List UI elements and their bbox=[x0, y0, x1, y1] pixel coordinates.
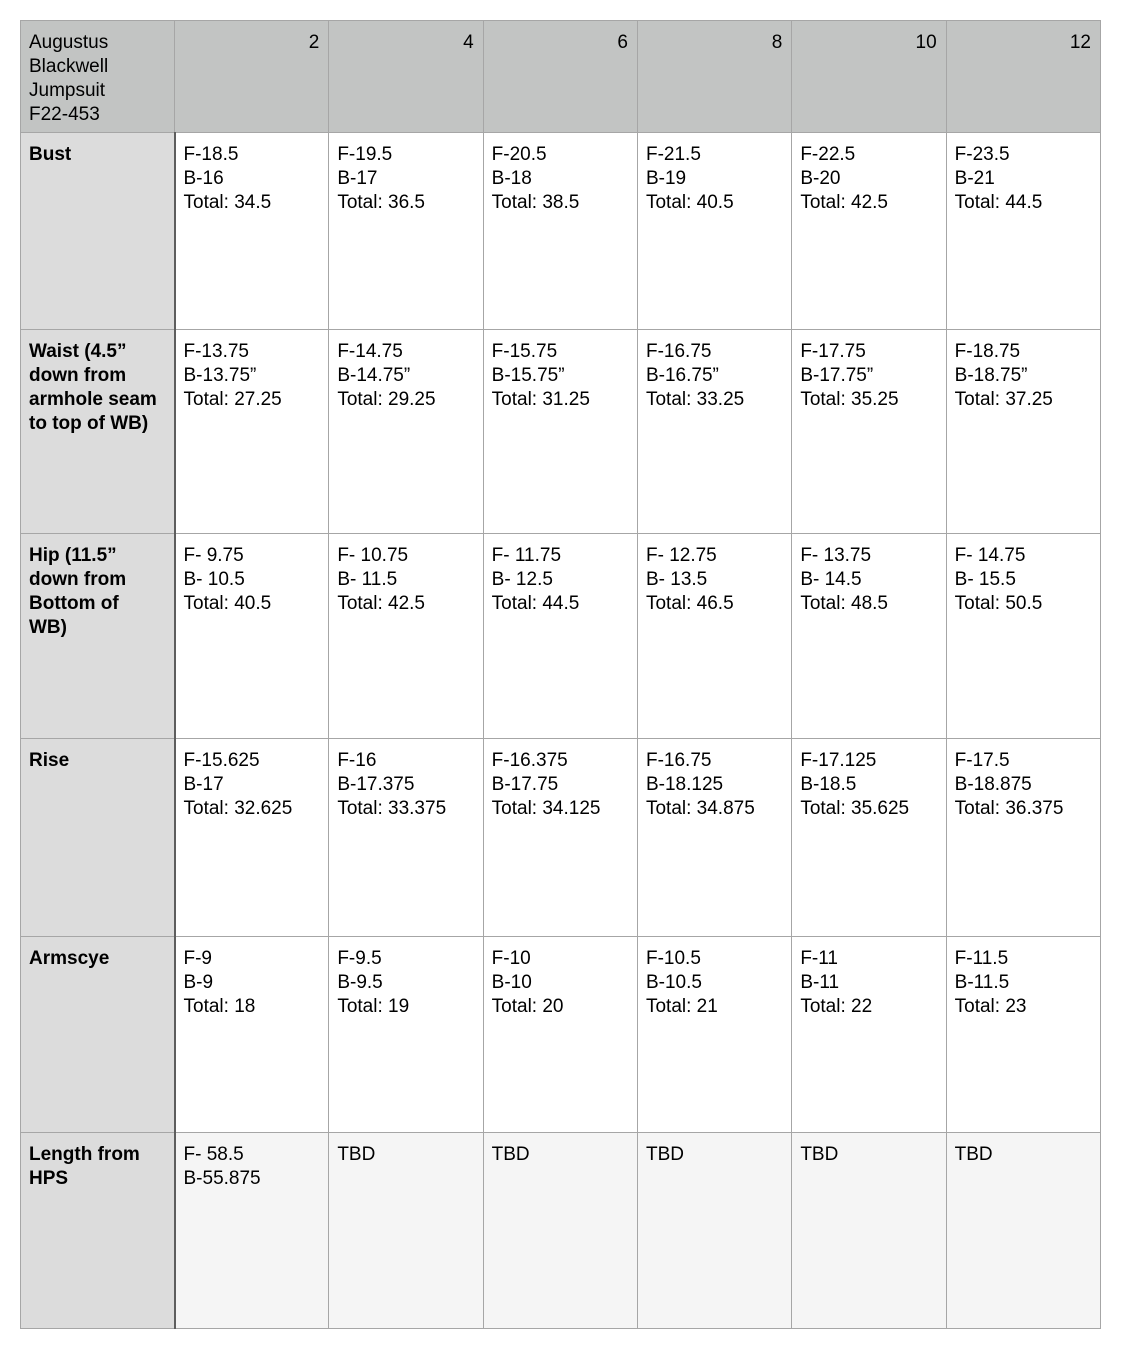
cell-armscye-size-8 bbox=[637, 936, 791, 1132]
cell-value-line: TBD bbox=[491, 1143, 530, 1165]
cell-waist-size-10 bbox=[792, 330, 946, 534]
table-title-cell bbox=[21, 21, 175, 133]
cell-rise-size-8 bbox=[637, 739, 791, 936]
cell-value-line: TBD bbox=[645, 1143, 684, 1165]
cell-value-line: F-16.75 bbox=[645, 341, 712, 363]
cell-value-line: F-23.5 bbox=[954, 144, 1010, 165]
cell-value-line: B-18 bbox=[491, 168, 532, 189]
cell-value-line: Total: 42.5 bbox=[337, 593, 425, 615]
cell-rise-size-10 bbox=[792, 739, 946, 936]
row-label-line: Waist (4.5” bbox=[29, 341, 127, 363]
cell-value-line: B-17 bbox=[337, 168, 378, 189]
table-title-line: F22-453 bbox=[29, 104, 100, 125]
cell-value-line: B-17 bbox=[183, 774, 224, 796]
cell-value-line: B- 12.5 bbox=[491, 569, 553, 591]
cell-value-line: B- 11.5 bbox=[337, 569, 398, 591]
cell-value-line: F- 11.75 bbox=[491, 545, 562, 567]
row-label-hip bbox=[21, 534, 175, 739]
cell-value-line: Total: 32.625 bbox=[183, 798, 293, 820]
cell-value-line: Total: 19 bbox=[337, 995, 410, 1017]
cell-length-from-hps-size-6 bbox=[483, 1132, 637, 1328]
row-label-line: WB) bbox=[29, 617, 67, 639]
cell-hip-size-12 bbox=[946, 534, 1100, 739]
cell-value-line: Total: 42.5 bbox=[800, 192, 888, 213]
row-label-waist bbox=[21, 330, 175, 534]
row-label-line: Hip (11.5” bbox=[29, 545, 117, 567]
cell-value-line: B-18.5 bbox=[800, 774, 857, 796]
cell-value-line: Total: 23 bbox=[954, 995, 1027, 1017]
cell-value-line: Total: 38.5 bbox=[491, 192, 580, 213]
cell-length-from-hps-size-2 bbox=[175, 1132, 329, 1328]
size-header-10: 10 bbox=[792, 21, 946, 133]
row-label-bust bbox=[21, 133, 175, 330]
cell-value-line: Total: 46.5 bbox=[645, 593, 734, 615]
cell-value-line: F-10.5 bbox=[645, 947, 701, 969]
cell-value-line: F-15.625 bbox=[183, 750, 260, 772]
cell-waist-size-6 bbox=[483, 330, 637, 534]
cell-value-line: B-17.375 bbox=[337, 774, 415, 796]
cell-bust-size-10 bbox=[792, 133, 946, 330]
cell-value-line: B-10 bbox=[491, 971, 532, 993]
cell-hip-size-6 bbox=[483, 534, 637, 739]
table-row-bust bbox=[21, 133, 1101, 330]
cell-value-line: F-16 bbox=[337, 750, 377, 772]
cell-value-line: F-15.75 bbox=[491, 341, 558, 363]
row-label-line: HPS bbox=[29, 1167, 69, 1189]
cell-value-line: F-11 bbox=[800, 947, 838, 969]
row-label-armscye bbox=[21, 936, 175, 1132]
cell-value-line: B-16.75” bbox=[645, 365, 719, 387]
cell-hip-size-2 bbox=[175, 534, 329, 739]
cell-hip-size-8 bbox=[637, 534, 791, 739]
cell-bust-size-6 bbox=[483, 133, 637, 330]
row-label-length-from-hps bbox=[21, 1132, 175, 1328]
size-header-2: 2 bbox=[175, 21, 329, 133]
cell-hip-size-10 bbox=[792, 534, 946, 739]
cell-value-line: B-9 bbox=[183, 971, 214, 993]
cell-value-line: Total: 40.5 bbox=[183, 593, 272, 615]
cell-bust-size-2 bbox=[175, 133, 329, 330]
cell-value-line: B- 14.5 bbox=[800, 569, 862, 591]
table-title-line: Jumpsuit bbox=[29, 80, 106, 101]
row-label-line: down from bbox=[29, 365, 127, 387]
cell-value-line: F-16.375 bbox=[491, 750, 568, 772]
row-label-rise bbox=[21, 739, 175, 936]
header-row bbox=[21, 21, 1101, 133]
cell-bust-size-8 bbox=[637, 133, 791, 330]
cell-value-line: Total: 35.25 bbox=[800, 389, 899, 411]
cell-bust-size-4 bbox=[329, 133, 483, 330]
cell-value-line: B-18.125 bbox=[645, 774, 724, 796]
row-label-line: Armscye bbox=[29, 947, 110, 969]
cell-armscye-size-10 bbox=[792, 936, 946, 1132]
cell-value-line: B-9.5 bbox=[337, 971, 383, 993]
cell-value-line: Total: 34.5 bbox=[183, 192, 272, 213]
cell-value-line: F-21.5 bbox=[645, 144, 701, 165]
cell-value-line: Total: 44.5 bbox=[491, 593, 580, 615]
cell-length-from-hps-size-8 bbox=[637, 1132, 791, 1328]
cell-waist-size-8 bbox=[637, 330, 791, 534]
cell-value-line: F- 12.75 bbox=[645, 545, 717, 567]
cell-value-line: B-17.75 bbox=[491, 774, 559, 796]
table-row-waist bbox=[21, 330, 1101, 534]
cell-value-line: B- 13.5 bbox=[645, 569, 708, 591]
cell-value-line: F-9 bbox=[183, 947, 212, 969]
cell-value-line: F-17.5 bbox=[954, 750, 1010, 772]
cell-waist-size-4 bbox=[329, 330, 483, 534]
cell-armscye-size-12 bbox=[946, 936, 1100, 1132]
cell-value-line: F-17.75 bbox=[800, 341, 866, 363]
cell-value-line: Total: 20 bbox=[491, 995, 564, 1017]
cell-value-line: F- 10.75 bbox=[337, 545, 409, 567]
cell-value-line: Total: 29.25 bbox=[337, 389, 436, 411]
cell-value-line: Total: 48.5 bbox=[800, 593, 888, 615]
cell-waist-size-2 bbox=[175, 330, 329, 534]
cell-value-line: B-18.875 bbox=[954, 774, 1032, 796]
cell-value-line: TBD bbox=[800, 1143, 839, 1165]
cell-value-line: Total: 33.25 bbox=[645, 389, 745, 411]
cell-value-line: F-9.5 bbox=[337, 947, 382, 969]
cell-rise-size-2 bbox=[175, 739, 329, 936]
size-header-6: 6 bbox=[483, 21, 637, 133]
table-title-line: Augustus bbox=[29, 32, 109, 53]
cell-value-line: B-15.75” bbox=[491, 365, 565, 387]
cell-length-from-hps-size-4 bbox=[329, 1132, 483, 1328]
cell-value-line: Total: 21 bbox=[645, 995, 718, 1017]
cell-value-line: Total: 22 bbox=[800, 995, 873, 1017]
cell-value-line: Total: 27.25 bbox=[183, 389, 282, 411]
table-row-hip bbox=[21, 534, 1101, 739]
table-title-line: Blackwell bbox=[29, 56, 109, 77]
cell-value-line: B-20 bbox=[800, 168, 841, 189]
cell-value-line: B-17.75” bbox=[800, 365, 874, 387]
cell-value-line: F-11.5 bbox=[954, 947, 1009, 969]
cell-waist-size-12 bbox=[946, 330, 1100, 534]
cell-value-line: B-11 bbox=[800, 971, 840, 993]
cell-value-line: F-10 bbox=[491, 947, 531, 969]
cell-value-line: F- 58.5 bbox=[183, 1143, 244, 1165]
cell-value-line: B-14.75” bbox=[337, 365, 411, 387]
row-label-line: Length from bbox=[29, 1143, 140, 1165]
cell-value-line: F- 13.75 bbox=[800, 545, 872, 567]
cell-length-from-hps-size-12 bbox=[946, 1132, 1100, 1328]
cell-rise-size-6 bbox=[483, 739, 637, 936]
cell-value-line: Total: 34.875 bbox=[645, 798, 755, 820]
cell-value-line: F-22.5 bbox=[800, 144, 856, 165]
cell-value-line: F-18.75 bbox=[954, 341, 1021, 363]
row-label-line: Bottom of bbox=[29, 593, 119, 615]
size-header-12: 12 bbox=[946, 21, 1100, 133]
cell-value-line: TBD bbox=[337, 1143, 376, 1165]
cell-armscye-size-4 bbox=[329, 936, 483, 1132]
cell-value-line: F- 14.75 bbox=[954, 545, 1026, 567]
cell-value-line: B-10.5 bbox=[645, 971, 702, 993]
cell-value-line: F-16.75 bbox=[645, 750, 712, 772]
cell-value-line: F-18.5 bbox=[183, 144, 239, 165]
row-label-line: to top of WB) bbox=[29, 413, 149, 435]
cell-value-line: Total: 34.125 bbox=[491, 798, 601, 820]
cell-value-line: Total: 31.25 bbox=[491, 389, 590, 411]
cell-value-line: B-55.875 bbox=[183, 1167, 261, 1189]
cell-value-line: Total: 18 bbox=[183, 995, 256, 1017]
cell-value-line: Total: 33.375 bbox=[337, 798, 447, 820]
cell-value-line: B-13.75” bbox=[183, 365, 257, 387]
cell-value-line: B-21 bbox=[954, 168, 995, 189]
spec-table bbox=[20, 20, 1101, 1329]
cell-value-line: F-19.5 bbox=[337, 144, 393, 165]
cell-value-line: F-13.75 bbox=[183, 341, 249, 363]
cell-value-line: F- 9.75 bbox=[183, 545, 244, 567]
row-label-line: Rise bbox=[29, 750, 70, 772]
cell-value-line: TBD bbox=[954, 1143, 993, 1165]
cell-value-line: Total: 37.25 bbox=[954, 389, 1053, 411]
table-row-armscye bbox=[21, 936, 1101, 1132]
cell-armscye-size-2 bbox=[175, 936, 329, 1132]
row-label-line: Bust bbox=[29, 144, 72, 165]
row-label-line: down from bbox=[29, 569, 127, 591]
cell-rise-size-12 bbox=[946, 739, 1100, 936]
cell-value-line: B-19 bbox=[645, 168, 687, 189]
cell-hip-size-4 bbox=[329, 534, 483, 739]
cell-value-line: F-20.5 bbox=[491, 144, 547, 165]
cell-armscye-size-6 bbox=[483, 936, 637, 1132]
cell-value-line: B- 10.5 bbox=[183, 569, 245, 591]
cell-value-line: Total: 50.5 bbox=[954, 593, 1043, 615]
cell-value-line: B-16 bbox=[183, 168, 224, 189]
cell-length-from-hps-size-10 bbox=[792, 1132, 946, 1328]
cell-value-line: Total: 35.625 bbox=[800, 798, 910, 820]
cell-value-line: F-14.75 bbox=[337, 341, 403, 363]
cell-bust-size-12 bbox=[946, 133, 1100, 330]
cell-value-line: F-17.125 bbox=[800, 750, 877, 772]
size-header-4: 4 bbox=[329, 21, 483, 133]
cell-value-line: Total: 40.5 bbox=[645, 192, 734, 213]
cell-value-line: B-11.5 bbox=[954, 971, 1010, 993]
size-header-8: 8 bbox=[637, 21, 791, 133]
cell-value-line: B-18.75” bbox=[954, 365, 1028, 387]
cell-value-line: Total: 36.5 bbox=[337, 192, 425, 213]
cell-rise-size-4 bbox=[329, 739, 483, 936]
row-label-line: armhole seam bbox=[29, 389, 157, 411]
table-row-length-from-hps bbox=[21, 1132, 1101, 1328]
table-row-rise bbox=[21, 739, 1101, 936]
cell-value-line: Total: 44.5 bbox=[954, 192, 1043, 213]
cell-value-line: Total: 36.375 bbox=[954, 798, 1064, 820]
cell-value-line: B- 15.5 bbox=[954, 569, 1016, 591]
